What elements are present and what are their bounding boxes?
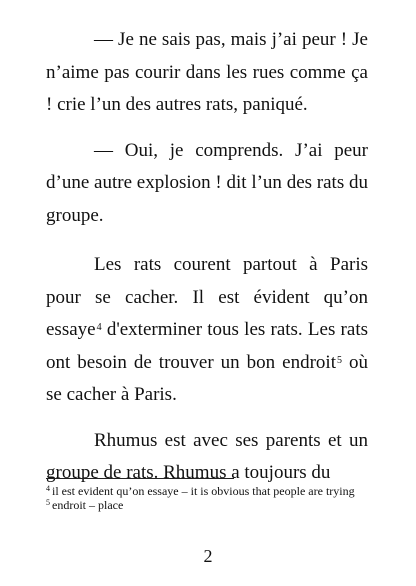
footnotes — [46, 484, 376, 512]
footnote-4 — [46, 484, 376, 498]
footnote-mark: 4 — [46, 484, 50, 493]
paragraph-text: Rhumus est avec ses parents et un groupe de rats. Rhumus a toujours du — [46, 429, 368, 483]
footnote-reference-5: 5 — [337, 354, 342, 366]
paragraph-text: — Je ne sais pas, mais j’ai peur ! Je n’aime pas courir dans les rues comme ça ! crie l’un des autres rats, paniqué. — [46, 29, 368, 115]
body-text — [46, 24, 368, 503]
footnote-text: il est evident qu’on essaye – it is obvious that people are trying — [52, 484, 355, 498]
footnote-5 — [46, 498, 376, 512]
paragraph-text: où se cacher à Paris. — [46, 351, 368, 405]
paragraph-dialogue-2 — [46, 135, 368, 233]
page-number: 2 — [203, 546, 213, 566]
footnote-text: endroit – place — [52, 498, 124, 512]
paragraph-text: — Oui, je comprends. J’ai peur d’une autre explosion ! dit l’un des rats du groupe. — [46, 139, 368, 226]
footnote-separator — [46, 478, 234, 479]
footnote-mark: 5 — [46, 498, 50, 507]
paragraph-text: Les rats courent partout à Paris pour se cacher. Il est évident qu’on essaye — [46, 254, 368, 340]
footnote-reference-4: 4 — [96, 322, 102, 333]
paragraph-narration-1 — [46, 249, 368, 412]
paragraph-narration-2 — [46, 425, 368, 490]
paragraph-text: d'exterminer tous les rats. Les rats ont besoin de trouver un bon endroit — [46, 319, 368, 373]
paragraph-dialogue-1 — [46, 24, 368, 122]
